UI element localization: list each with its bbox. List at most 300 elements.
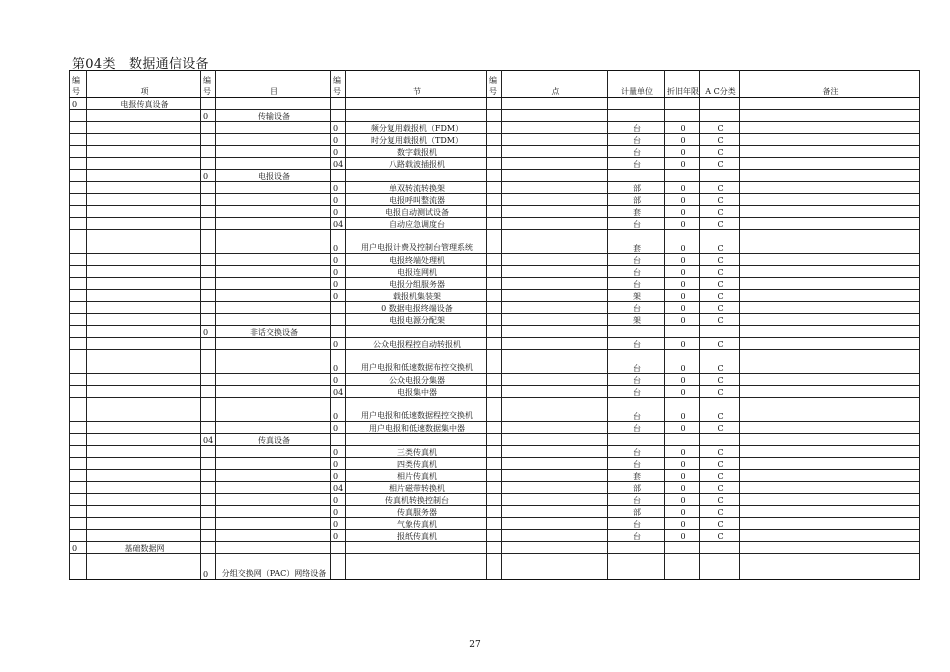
table-cell-col-0: 0 <box>70 542 87 554</box>
table-cell-col-8: 台 <box>608 458 665 470</box>
table-cell-col-5: 相片磁带转换机 <box>346 482 487 494</box>
table-cell-col-2 <box>201 194 216 206</box>
table-cell-col-4: 0 <box>331 230 346 254</box>
table-cell-col-5: 自动应急调度台 <box>346 218 487 230</box>
table-cell-col-6 <box>487 434 502 446</box>
table-cell-col-1 <box>87 170 201 182</box>
table-cell-col-11 <box>740 518 920 530</box>
table-row <box>70 314 920 326</box>
table-row <box>70 374 920 386</box>
header-category: 目 <box>216 71 331 98</box>
table-cell-col-1 <box>87 146 201 158</box>
table-cell-col-11 <box>740 146 920 158</box>
table-cell-col-8 <box>608 554 665 580</box>
table-cell-col-11 <box>740 290 920 302</box>
table-cell-col-4: 04 <box>331 218 346 230</box>
table-cell-col-7 <box>502 110 608 122</box>
table-row <box>70 98 920 110</box>
table-cell-col-7 <box>502 350 608 374</box>
table-cell-col-10: C <box>700 530 740 542</box>
table-cell-col-8: 台 <box>608 218 665 230</box>
table-row <box>70 542 920 554</box>
table-cell-col-8 <box>608 542 665 554</box>
table-cell-col-2 <box>201 494 216 506</box>
table-cell-col-4: 0 <box>331 458 346 470</box>
table-cell-col-4: 0 <box>331 398 346 422</box>
table-row <box>70 110 920 122</box>
table-cell-col-4: 0 <box>331 278 346 290</box>
table-cell-col-0 <box>70 350 87 374</box>
table-cell-col-10: C <box>700 470 740 482</box>
table-cell-col-6 <box>487 110 502 122</box>
table-cell-col-4 <box>331 434 346 446</box>
table-cell-col-8 <box>608 170 665 182</box>
table-cell-col-6 <box>487 338 502 350</box>
table-cell-col-6 <box>487 278 502 290</box>
table-cell-col-4 <box>331 110 346 122</box>
table-cell-col-9: 0 <box>665 422 700 434</box>
table-cell-col-5: 用户电报和低速数据集中器 <box>346 422 487 434</box>
table-cell-col-10: C <box>700 206 740 218</box>
table-cell-col-6 <box>487 206 502 218</box>
table-cell-col-10: C <box>700 338 740 350</box>
table-cell-col-8: 台 <box>608 278 665 290</box>
table-cell-col-11 <box>740 398 920 422</box>
table-cell-col-0 <box>70 338 87 350</box>
table-cell-col-5 <box>346 554 487 580</box>
table-cell-col-1 <box>87 290 201 302</box>
table-row <box>70 494 920 506</box>
table-cell-col-9: 0 <box>665 494 700 506</box>
table-cell-col-0 <box>70 458 87 470</box>
table-cell-col-9: 0 <box>665 278 700 290</box>
table-cell-col-0 <box>70 482 87 494</box>
table-cell-col-7 <box>502 422 608 434</box>
table-cell-col-3 <box>216 98 331 110</box>
table-cell-col-0 <box>70 314 87 326</box>
table-cell-col-4: 0 <box>331 146 346 158</box>
table-cell-col-2 <box>201 350 216 374</box>
header-section: 节 <box>346 71 487 98</box>
table-cell-col-4: 0 <box>331 266 346 278</box>
table-cell-col-3: 传输设备 <box>216 110 331 122</box>
table-cell-col-2 <box>201 506 216 518</box>
table-cell-col-7 <box>502 278 608 290</box>
table-cell-col-4: 0 <box>331 506 346 518</box>
table-row <box>70 302 920 314</box>
table-cell-col-3 <box>216 530 331 542</box>
table-cell-col-8: 台 <box>608 122 665 134</box>
table-cell-col-0 <box>70 386 87 398</box>
table-cell-col-7 <box>502 122 608 134</box>
table-cell-col-7 <box>502 254 608 266</box>
table-cell-col-0 <box>70 398 87 422</box>
table-cell-col-9: 0 <box>665 230 700 254</box>
table-cell-col-8: 台 <box>608 302 665 314</box>
table-cell-col-5 <box>346 98 487 110</box>
table-row <box>70 254 920 266</box>
table-cell-col-8: 台 <box>608 254 665 266</box>
table-cell-col-7 <box>502 446 608 458</box>
table-cell-col-3 <box>216 494 331 506</box>
table-cell-col-5: 频分复用载报机（FDM） <box>346 122 487 134</box>
table-cell-col-2 <box>201 98 216 110</box>
table-cell-col-9 <box>665 554 700 580</box>
table-cell-col-7 <box>502 146 608 158</box>
table-cell-col-7 <box>502 218 608 230</box>
table-cell-col-2 <box>201 158 216 170</box>
table-cell-col-4: 0 <box>331 530 346 542</box>
table-cell-col-6 <box>487 194 502 206</box>
table-cell-col-1 <box>87 518 201 530</box>
table-row <box>70 434 920 446</box>
table-cell-col-5: 电报电源分配架 <box>346 314 487 326</box>
table-cell-col-0 <box>70 374 87 386</box>
table-cell-col-10 <box>700 170 740 182</box>
table-cell-col-8: 台 <box>608 374 665 386</box>
table-cell-col-7 <box>502 170 608 182</box>
table-cell-col-4: 0 <box>331 494 346 506</box>
table-cell-col-7 <box>502 458 608 470</box>
table-cell-col-7 <box>502 182 608 194</box>
table-cell-col-1 <box>87 398 201 422</box>
table-row <box>70 422 920 434</box>
table-cell-col-11 <box>740 506 920 518</box>
table-cell-col-11 <box>740 122 920 134</box>
table-cell-col-2 <box>201 122 216 134</box>
table-cell-col-6 <box>487 158 502 170</box>
table-cell-col-9: 0 <box>665 290 700 302</box>
table-cell-col-2 <box>201 398 216 422</box>
table-cell-col-4: 0 <box>331 338 346 350</box>
table-cell-col-6 <box>487 458 502 470</box>
table-row <box>70 170 920 182</box>
table-cell-col-10: C <box>700 494 740 506</box>
table-cell-col-11 <box>740 302 920 314</box>
table-cell-col-9: 0 <box>665 218 700 230</box>
table-cell-col-4: 0 <box>331 470 346 482</box>
table-cell-col-10: C <box>700 158 740 170</box>
table-cell-col-0 <box>70 146 87 158</box>
table-row <box>70 470 920 482</box>
table-cell-col-11 <box>740 338 920 350</box>
table-cell-col-2 <box>201 206 216 218</box>
table-cell-col-5: 相片传真机 <box>346 470 487 482</box>
table-cell-col-5: 公众电报分集器 <box>346 374 487 386</box>
table-cell-col-10: C <box>700 482 740 494</box>
table-cell-col-4 <box>331 314 346 326</box>
table-cell-col-5 <box>346 170 487 182</box>
table-cell-col-2 <box>201 266 216 278</box>
table-cell-col-2 <box>201 290 216 302</box>
table-cell-col-10: C <box>700 134 740 146</box>
table-cell-col-9: 0 <box>665 350 700 374</box>
table-cell-col-10: C <box>700 290 740 302</box>
table-cell-col-10: C <box>700 446 740 458</box>
table-cell-col-3 <box>216 302 331 314</box>
table-cell-col-5: 电报呼叫整流器 <box>346 194 487 206</box>
table-cell-col-3: 传真设备 <box>216 434 331 446</box>
table-cell-col-6 <box>487 506 502 518</box>
table-cell-col-0 <box>70 422 87 434</box>
table-cell-col-10 <box>700 326 740 338</box>
table-cell-col-6 <box>487 374 502 386</box>
table-cell-col-4: 0 <box>331 422 346 434</box>
table-cell-col-5: 电报终端处理机 <box>346 254 487 266</box>
table-row <box>70 146 920 158</box>
table-cell-col-2: 0 <box>201 110 216 122</box>
table-cell-col-9 <box>665 542 700 554</box>
table-cell-col-11 <box>740 98 920 110</box>
table-cell-col-7 <box>502 98 608 110</box>
table-cell-col-6 <box>487 422 502 434</box>
table-cell-col-11 <box>740 494 920 506</box>
table-cell-col-7 <box>502 134 608 146</box>
table-cell-col-3 <box>216 182 331 194</box>
table-cell-col-1 <box>87 422 201 434</box>
table-cell-col-6 <box>487 554 502 580</box>
table-cell-col-9: 0 <box>665 386 700 398</box>
table-cell-col-0 <box>70 254 87 266</box>
table-cell-col-10: C <box>700 518 740 530</box>
table-cell-col-3 <box>216 266 331 278</box>
table-cell-col-4: 04 <box>331 158 346 170</box>
table-cell-col-6 <box>487 542 502 554</box>
table-row <box>70 446 920 458</box>
table-cell-col-4: 0 <box>331 446 346 458</box>
table-cell-col-10: C <box>700 386 740 398</box>
table-cell-col-0 <box>70 506 87 518</box>
table-cell-col-1 <box>87 194 201 206</box>
table-cell-col-6 <box>487 446 502 458</box>
table-cell-col-8: 架 <box>608 314 665 326</box>
table-cell-col-0 <box>70 278 87 290</box>
table-cell-col-10 <box>700 110 740 122</box>
table-cell-col-8: 台 <box>608 494 665 506</box>
table-cell-col-5: 三类传真机 <box>346 446 487 458</box>
table-cell-col-7 <box>502 470 608 482</box>
table-cell-col-6 <box>487 218 502 230</box>
table-cell-col-4 <box>331 98 346 110</box>
table-cell-col-0 <box>70 530 87 542</box>
table-cell-col-6 <box>487 530 502 542</box>
table-cell-col-11 <box>740 458 920 470</box>
table-cell-col-1 <box>87 158 201 170</box>
table-cell-col-5: 数字载报机 <box>346 146 487 158</box>
table-cell-col-1 <box>87 206 201 218</box>
table-cell-col-7 <box>502 482 608 494</box>
table-header-row <box>70 71 920 98</box>
table-cell-col-2 <box>201 458 216 470</box>
table-cell-col-6 <box>487 266 502 278</box>
table-cell-col-9: 0 <box>665 446 700 458</box>
table-cell-col-10: C <box>700 458 740 470</box>
table-row <box>70 182 920 194</box>
table-cell-col-7 <box>502 290 608 302</box>
table-row <box>70 266 920 278</box>
table-cell-col-6 <box>487 290 502 302</box>
table-cell-col-5: 电报分组服务器 <box>346 278 487 290</box>
table-cell-col-6 <box>487 254 502 266</box>
table-cell-col-8: 套 <box>608 206 665 218</box>
table-cell-col-2: 0 <box>201 326 216 338</box>
table-cell-col-3 <box>216 230 331 254</box>
table-cell-col-2 <box>201 542 216 554</box>
table-cell-col-11 <box>740 230 920 254</box>
table-cell-col-7 <box>502 314 608 326</box>
table-cell-col-6 <box>487 122 502 134</box>
table-cell-col-4: 0 <box>331 134 346 146</box>
table-cell-col-3 <box>216 290 331 302</box>
table-row <box>70 158 920 170</box>
table-cell-col-5: 报纸传真机 <box>346 530 487 542</box>
table-cell-col-6 <box>487 494 502 506</box>
table-cell-col-0 <box>70 302 87 314</box>
table-cell-col-10: C <box>700 266 740 278</box>
table-cell-col-10 <box>700 554 740 580</box>
table-cell-col-4 <box>331 542 346 554</box>
table-cell-col-5: 四类传真机 <box>346 458 487 470</box>
table-cell-col-2 <box>201 470 216 482</box>
table-cell-col-8: 架 <box>608 290 665 302</box>
table-cell-col-3: 非话交换设备 <box>216 326 331 338</box>
table-cell-col-3 <box>216 218 331 230</box>
table-cell-col-8: 台 <box>608 146 665 158</box>
table-cell-col-5: 0 数据电报终端设备 <box>346 302 487 314</box>
table-cell-col-2 <box>201 134 216 146</box>
table-cell-col-11 <box>740 422 920 434</box>
table-cell-col-10: C <box>700 398 740 422</box>
table-cell-col-6 <box>487 518 502 530</box>
table-cell-col-9: 0 <box>665 194 700 206</box>
table-cell-col-7 <box>502 206 608 218</box>
table-cell-col-2: 04 <box>201 434 216 446</box>
table-cell-col-4 <box>331 170 346 182</box>
table-cell-col-1 <box>87 554 201 580</box>
table-cell-col-1 <box>87 350 201 374</box>
table-cell-col-8: 套 <box>608 470 665 482</box>
table-cell-col-5: 电报连网机 <box>346 266 487 278</box>
table-cell-col-9 <box>665 170 700 182</box>
table-row <box>70 350 920 374</box>
table-cell-col-1: 基础数据网 <box>87 542 201 554</box>
table-cell-col-9: 0 <box>665 458 700 470</box>
table-cell-col-11 <box>740 110 920 122</box>
table-cell-col-11 <box>740 254 920 266</box>
table-cell-col-11 <box>740 554 920 580</box>
table-cell-col-5: 电报自动测试设备 <box>346 206 487 218</box>
header-point-code: 编号 <box>487 71 502 98</box>
table-cell-col-0 <box>70 470 87 482</box>
table-cell-col-11 <box>740 446 920 458</box>
table-row <box>70 134 920 146</box>
table-cell-col-3 <box>216 146 331 158</box>
table-cell-col-2 <box>201 338 216 350</box>
table-cell-col-1 <box>87 218 201 230</box>
table-cell-col-0 <box>70 194 87 206</box>
table-cell-col-1 <box>87 434 201 446</box>
table-cell-col-8: 部 <box>608 194 665 206</box>
table-cell-col-3 <box>216 254 331 266</box>
table-cell-col-8: 部 <box>608 182 665 194</box>
table-cell-col-5: 单双转流转换架 <box>346 182 487 194</box>
table-cell-col-7 <box>502 326 608 338</box>
header-unit: 计量单位 <box>608 71 665 98</box>
table-cell-col-1 <box>87 530 201 542</box>
table-cell-col-2 <box>201 302 216 314</box>
table-row <box>70 338 920 350</box>
table-cell-col-3 <box>216 398 331 422</box>
header-item: 项 <box>87 71 201 98</box>
table-cell-col-1 <box>87 374 201 386</box>
table-cell-col-1 <box>87 482 201 494</box>
table-cell-col-10: C <box>700 122 740 134</box>
table-cell-col-2 <box>201 530 216 542</box>
table-cell-col-3: 分组交换网（PAC）网络设备 <box>216 554 331 580</box>
table-cell-col-5 <box>346 326 487 338</box>
table-row <box>70 458 920 470</box>
header-item-code: 编号 <box>70 71 87 98</box>
table-cell-col-9: 0 <box>665 530 700 542</box>
table-cell-col-8: 部 <box>608 506 665 518</box>
table-cell-col-1 <box>87 230 201 254</box>
table-cell-col-3 <box>216 338 331 350</box>
table-cell-col-4: 0 <box>331 206 346 218</box>
table-cell-col-8: 台 <box>608 422 665 434</box>
table-cell-col-10: C <box>700 194 740 206</box>
table-cell-col-3: 电报设备 <box>216 170 331 182</box>
table-cell-col-1 <box>87 338 201 350</box>
table-cell-col-2 <box>201 518 216 530</box>
table-cell-col-3 <box>216 386 331 398</box>
table-row <box>70 506 920 518</box>
table-cell-col-0 <box>70 554 87 580</box>
table-cell-col-5: 时分复用载报机（TDM） <box>346 134 487 146</box>
table-cell-col-1 <box>87 314 201 326</box>
table-cell-col-8: 台 <box>608 386 665 398</box>
table-cell-col-0 <box>70 122 87 134</box>
table-cell-col-9: 0 <box>665 122 700 134</box>
table-row <box>70 518 920 530</box>
table-cell-col-10 <box>700 542 740 554</box>
table-cell-col-3 <box>216 374 331 386</box>
table-cell-col-2: 0 <box>201 170 216 182</box>
table-cell-col-7 <box>502 302 608 314</box>
table-cell-col-11 <box>740 134 920 146</box>
table-cell-col-4 <box>331 326 346 338</box>
table-cell-col-0 <box>70 266 87 278</box>
table-cell-col-2 <box>201 446 216 458</box>
table-cell-col-0 <box>70 170 87 182</box>
page-number: 27 <box>469 640 481 650</box>
table-row <box>70 230 920 254</box>
table-row <box>70 194 920 206</box>
table-cell-col-11 <box>740 470 920 482</box>
table-cell-col-0 <box>70 182 87 194</box>
table-cell-col-5 <box>346 434 487 446</box>
table-cell-col-10: C <box>700 422 740 434</box>
table-row <box>70 290 920 302</box>
table-cell-col-7 <box>502 518 608 530</box>
table-cell-col-9: 0 <box>665 314 700 326</box>
table-cell-col-6 <box>487 350 502 374</box>
table-cell-col-10: C <box>700 350 740 374</box>
table-cell-col-1 <box>87 446 201 458</box>
table-cell-col-9 <box>665 98 700 110</box>
table-cell-col-6 <box>487 398 502 422</box>
table-cell-col-0 <box>70 110 87 122</box>
table-cell-col-11 <box>740 194 920 206</box>
